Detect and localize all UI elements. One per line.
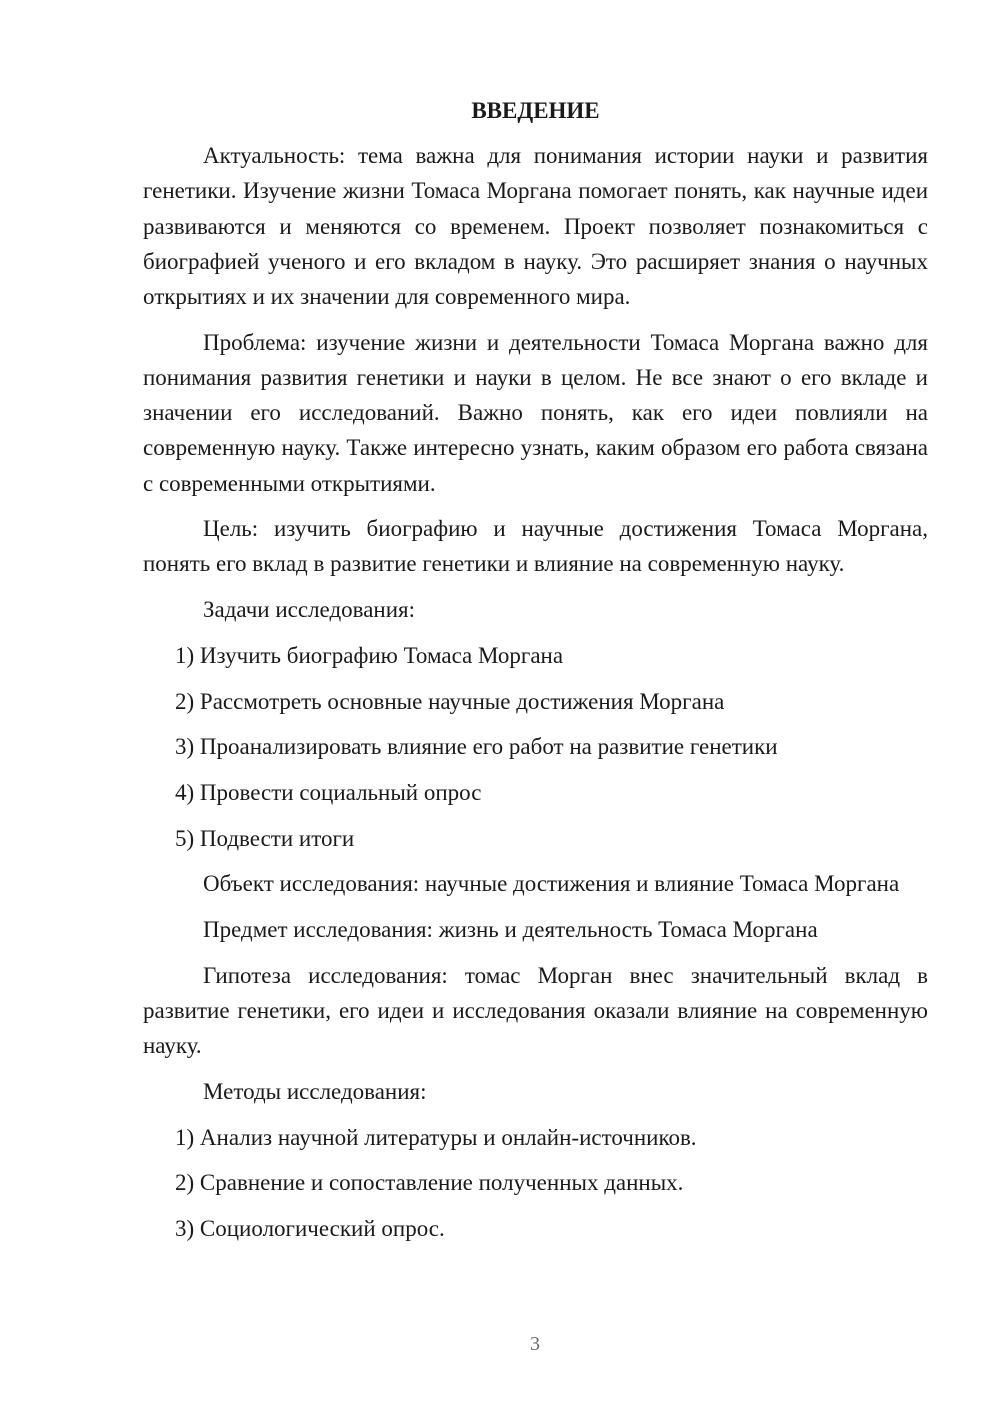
object-paragraph: Объект исследования: научные достижения и влияние Томаса Моргана: [203, 871, 900, 897]
list-item: 2) Рассмотреть основные научные достижения Моргана: [175, 688, 725, 714]
page-content: [143, 93, 928, 1257]
list-item: 1) Изучить биографию Томаса Моргана: [175, 642, 564, 668]
subject-paragraph: Предмет исследования: жизнь и деятельность Томаса Моргана: [203, 917, 818, 943]
problem-paragraph: Проблема: изучение жизни и деятельности Томаса Моргана важно для понимания развития генетики и науки в целом. Не все знают о его вкладе и значении его исследований. Важно понять, как его идеи повлияли на современную науку. Также интересно узнать, каким образом его работа связана с современными открытиями.: [143, 329, 928, 496]
relevance-paragraph: Актуальность: тема важна для понимания истории науки и развития генетики. Изучение жизни Томаса Моргана помогает понять, как научные идеи развиваются и меняются со временем. Проект позволяет познакомиться с биографией ученого и его вкладом в науку. Это расширяет знания о научных открытиях и их значении для современного мира.: [143, 143, 928, 310]
list-item: 3) Проанализировать влияние его работ на развитие генетики: [175, 734, 778, 760]
list-item: 4) Провести социальный опрос: [175, 779, 482, 805]
hypothesis-paragraph: Гипотеза исследования: томас Морган внес значительный вклад в развитие генетики, его идеи и исследования оказали влияние на современную науку.: [143, 962, 928, 1059]
methods-heading: Методы исследования:: [203, 1078, 427, 1104]
list-item: 5) Подвести итоги: [175, 825, 355, 851]
goal-paragraph: Цель: изучить биографию и научные достижения Томаса Моргана, понять его вклад в развитие генетики и влияние на современную науку.: [143, 516, 928, 577]
list-item: 1) Анализ научной литературы и онлайн-источников.: [175, 1124, 697, 1150]
list-item: 2) Сравнение и сопоставление полученных данных.: [175, 1170, 684, 1196]
section-heading: ВВЕДЕНИЕ: [471, 98, 600, 123]
tasks-list: [143, 638, 928, 856]
page-number: 3: [530, 1333, 540, 1355]
tasks-heading: Задачи исследования:: [203, 597, 416, 623]
methods-list: [143, 1120, 928, 1247]
list-item: 3) Социологический опрос.: [175, 1215, 445, 1241]
